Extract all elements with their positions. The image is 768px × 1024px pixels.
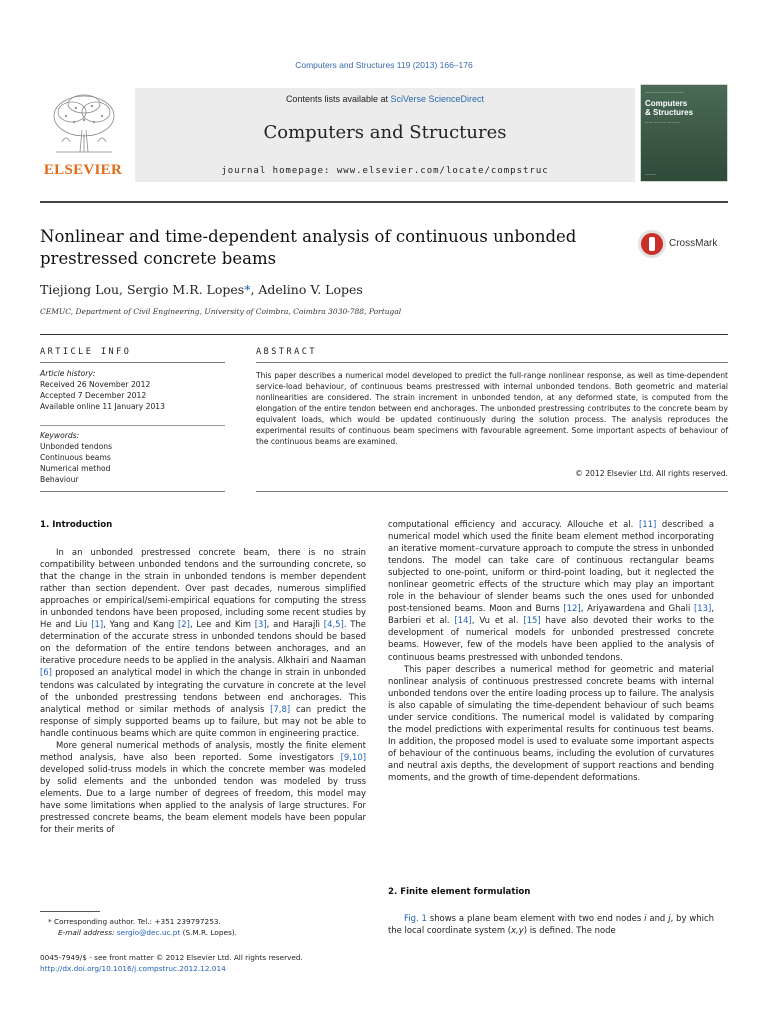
paragraph (388, 518, 714, 663)
accepted-date: Accepted 7 December 2012 (40, 391, 147, 400)
abstract-text: This paper describes a numerical model developed to predict the full-range nonlinear response, as well as time-dependent service-load behaviour, of continuous beams prestressed with internal unbonded tendons. Both geometric and material nonlinearities are considered. The strain increment in unbonded tendon, at any deformed state, is computed from the elongation of the entire tendon between end anchorages. The unbonded prestressing contributes to the concrete beam by equivalent loads, which would be updated continuously during the solution process. The analysis reproduces the experimental results of continuous beam specimens with favourable agreement. Some important aspects of behaviour of the continuous beams are examined. (256, 371, 728, 446)
reference-link[interactable]: [12] (563, 603, 581, 614)
divider (40, 334, 728, 335)
cover-title-line1: Computers (645, 99, 688, 108)
issn-line: 0045-7949/$ - see front matter © 2012 Elsevier Ltd. All rights reserved. (40, 953, 303, 962)
header-rule (40, 201, 728, 203)
cover-title-line2: & Structures (645, 108, 694, 117)
masthead-band (135, 88, 635, 182)
keyword: Behaviour (40, 475, 79, 484)
reference-link[interactable]: [15] (523, 615, 541, 626)
cover-decoration-line: ——————————— (645, 90, 684, 94)
email-label: E-mail address: (58, 928, 117, 937)
reference-link[interactable]: [6] (40, 667, 52, 678)
text: In an unbonded prestressed concrete beam, there is no strain compatibility between unbonded tendons and the surrounding concrete, so that the change in the strain in unbonded tendons is member dependent rather than section dependent. Over past decades, numerous simplified approaches or empirical/semi-empirical equations for computing the stress in unbonded tendons have been proposed, including some recent studies by He and Liu (40, 547, 366, 630)
cover-decoration-line: ——— (645, 172, 656, 176)
contents-prefix: Contents lists available at (285, 94, 391, 104)
section-title-introduction: 1. Introduction (40, 520, 113, 530)
text: , Ariyawardena and Ghali (580, 603, 694, 614)
reference-link[interactable]: [14] (454, 615, 472, 626)
text: described a numerical model which used the finite beam element method incorporating an iterative moment–curvature approach to compute the stress in unbonded tendons. The model can take care of continuous rectangular beams subjected to one-point, uniform or third-point loading, but it neglected the nonlinear geometric effects of the structure which may play an important role in the behaviour of slender beams such the ones used for unbonded post-tensioned beams. Moon and Burns (388, 519, 714, 614)
paragraph (388, 912, 714, 936)
email-link[interactable]: sergio@dec.uc.pt (116, 928, 181, 937)
math-symbol: j (668, 913, 671, 923)
divider (40, 362, 225, 363)
reference-link[interactable]: [2] (178, 619, 190, 630)
authors-first: Tiejiong Lou, Sergio M.R. Lopes (40, 282, 245, 297)
crossmark-button[interactable] (638, 230, 730, 258)
contents-line (135, 94, 635, 104)
divider (40, 425, 225, 426)
text: (S.M.R. Lopes). (180, 928, 237, 937)
text: proposed an analytical model in which the change in strain in unbonded tendons was calculated by integrating the curvature in concrete at the level of the unbonded prestressing tendons between end anchorages. This analytical method or similar methods of analysis (40, 667, 366, 714)
article-info-heading: ARTICLE INFO (40, 347, 132, 357)
text: have also devoted their works to the development of numerical models for unbonded prestressed concrete beams. However, few of the models have been applied to the analysis of continuous beams prestressed with unbonded tendons. (388, 615, 714, 662)
text: developed solid-truss models in which the concrete member was modeled by solid elements and the unbonded tendon was modeled by truss elements. Due to a large number of degrees of freedom, this model may have some limitations when applied to the analysis of large structures. For prestressed concrete beams, the beam element models have been popular for their merits of (40, 763, 366, 835)
paragraph: This paper describes a numerical method for geometric and material nonlinear analysis of continuous prestressed concrete beams with internal unbonded tendons over the entire loading process up to failure. The analysis is also capable of simulating the time-dependent behaviour of such beams under service conditions. The numerical model is validated by comparing the model predictions with experimental results for continuous test beams. In addition, the proposed model is used to evaluate some important aspects of behaviour of the continuous beams, including the evolution of curvatures and neutral axis depths, the development of support reactions and bending moments, and the growth of time-dependent deformations. (388, 663, 714, 782)
paragraph (40, 739, 366, 835)
abstract-copyright: © 2012 Elsevier Ltd. All rights reserved. (575, 469, 728, 478)
text: , Lee and Kim (189, 619, 255, 630)
body-column-right (388, 518, 714, 783)
reference-link[interactable]: [9,10] (340, 751, 366, 762)
text: can predict the response of simply supported beams up to failure, but may not be able to handle continuous beams which are quite common in engineering practice. (40, 703, 367, 738)
affiliation: CEMUC, Department of Civil Engineering, University of Coimbra, Coimbra 3030-788, Portugal (40, 307, 402, 316)
text: , Vu et al. (471, 615, 524, 626)
journal-citation[interactable]: Computers and Structures 119 (2013) 166–176 (295, 60, 473, 70)
footer-identifiers (40, 952, 370, 974)
authors-rest: , Adelino V. Lopes (250, 282, 363, 297)
footnote (40, 916, 370, 938)
history-label: Article history: (40, 369, 96, 378)
keyword: Unbonded tendons (40, 442, 113, 451)
corresponding-author-marker[interactable]: * (244, 282, 251, 297)
reference-link[interactable]: [3] (254, 619, 267, 630)
elsevier-tree-icon (46, 90, 122, 156)
text: and (646, 913, 669, 923)
paper-title: Nonlinear and time-dependent analysis of continuous unbonded prestressed concrete beams (40, 227, 577, 268)
footnote-rule (40, 911, 100, 912)
cover-decoration-line: — — — — — — — — (645, 120, 680, 124)
crossmark-icon (638, 230, 666, 258)
text: , and Harajli (266, 619, 324, 630)
text: , Barbieri et al. (388, 603, 714, 626)
reference-link[interactable]: [7,8] (270, 703, 291, 714)
math-symbol: i (644, 913, 647, 923)
sciencedirect-link[interactable]: SciVerse ScienceDirect (390, 94, 485, 104)
corresponding-author-note: * Corresponding author. Tel.: +351 239797253. (48, 917, 221, 926)
math-symbol: x,y (511, 925, 524, 936)
text: , Yang and Kang (103, 619, 178, 630)
keywords-label: Keywords: (40, 431, 80, 440)
figure-link[interactable]: Fig. 1 (404, 913, 427, 923)
elsevier-logo[interactable] (40, 84, 126, 184)
text: , by which the local coordinate system ( (388, 913, 714, 936)
publisher-name: ELSEVIER (43, 162, 123, 178)
reference-link[interactable]: [1] (91, 619, 104, 630)
cover-title (645, 99, 725, 117)
divider (256, 362, 728, 363)
journal-title: Computers and Structures (263, 122, 507, 143)
section2-text (388, 912, 714, 936)
text: ) is defined. The node (523, 925, 616, 936)
keyword: Numerical method (40, 464, 111, 473)
reference-link[interactable]: [4,5] (323, 619, 344, 630)
keyword: Continuous beams (40, 453, 111, 462)
authors (40, 282, 640, 297)
received-date: Received 26 November 2012 (40, 380, 151, 389)
journal-homepage[interactable]: journal homepage: www.elsevier.com/locate/compstruc (221, 166, 549, 176)
reference-link[interactable]: [13] (693, 603, 712, 614)
text: More general numerical methods of analysis, mostly the finite element method analysis, have also been reported. Some investigators (40, 739, 366, 762)
text: shows a plane beam element with two end nodes (426, 913, 645, 923)
keywords (40, 430, 225, 485)
masthead (40, 84, 728, 194)
online-date: Available online 11 January 2013 (40, 402, 165, 411)
abstract-heading: ABSTRACT (256, 347, 317, 357)
divider (40, 491, 225, 492)
text: . The determination of the accurate stress in unbonded tendons should be based on the deformation of the entire tendons between anchorages, and an iterative procedure needs to be applied in the analysis. Alkhairi and Naaman (40, 619, 366, 666)
reference-link[interactable]: [11] (638, 519, 657, 529)
body-column-left (40, 546, 366, 835)
doi-link[interactable]: http://dx.doi.org/10.1016/j.compstruc.2012.12.014 (40, 964, 226, 973)
crossmark-label: CrossMark (669, 238, 718, 249)
text: computational efficiency and accuracy. Allouche et al. (388, 519, 639, 529)
email-line (40, 927, 370, 938)
article-history (40, 368, 225, 412)
divider (256, 491, 728, 492)
paragraph (40, 546, 366, 739)
journal-cover[interactable] (640, 84, 728, 182)
section-title-finite-element: 2. Finite element formulation (388, 887, 531, 897)
